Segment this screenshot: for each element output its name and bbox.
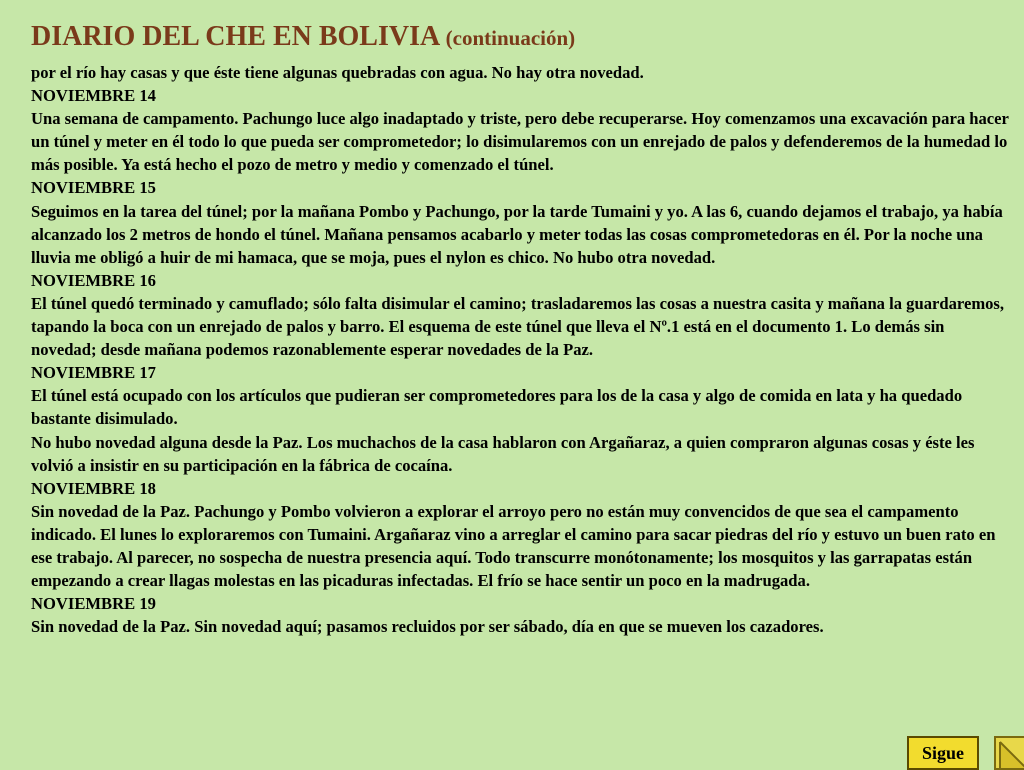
- paragraph: por el río hay casas y que éste tiene algunas quebradas con agua. No hay otra novedad.: [31, 63, 644, 82]
- paragraph: No hubo novedad alguna desde la Paz. Los muchachos de la casa hablaron con Argañaraz, a quien compraron algunas cosas y éste les volvió a insistir en su participación en la fábrica de cocaína.: [31, 432, 975, 475]
- entry-date: NOVIEMBRE 19: [31, 594, 156, 614]
- entry-date: NOVIEMBRE 18: [31, 478, 156, 498]
- paragraph: El túnel está ocupado con los artículos que pudieran ser comprometedores para los de la casa y algo de comida en lata y ha quedado bastante disimulado.: [31, 386, 963, 429]
- next-page-icon: [996, 738, 1024, 768]
- entry-date: NOVIEMBRE 17: [31, 363, 156, 383]
- paragraph: Sin novedad de la Paz. Pachungo y Pombo volvieron a explorar el arroyo pero no están muy convencidos de que sea el campamento indicado. El lunes lo exploraremos con Tumaini. Argañaraz vino a arreglar el camino para sacar piedras del río y estuvo un buen rato en ese trabajo. Al parecer, no sospecha de nuestra presencia aquí. Todo transcurre monótonamente; los mosquitos y las garrapatas están empezando a crear llagas molestas en las picaduras infectadas. El frío se hace sentir un poco en la madrugada.: [31, 501, 996, 591]
- title-text: DIARIO DEL CHE EN BOLIVIA: [31, 21, 439, 52]
- entry-date: NOVIEMBRE 14: [31, 86, 156, 106]
- paragraph: El túnel quedó terminado y camuflado; sólo falta disimular el camino; trasladaremos las cosas a nuestra casita y mañana la guardaremos, tapando la boca con un enrejado de palos y barro. El esquema de este túnel que lleva el Nº.1 está en el documento 1. Lo demás sin novedad; desde mañana podemos razonablemente esperar novedades de la Paz.: [31, 293, 1005, 360]
- page-title: [31, 20, 575, 55]
- diary-text: [31, 61, 1009, 638]
- next-slide-button[interactable]: [994, 736, 1024, 770]
- paragraph: Seguimos en la tarea del túnel; por la mañana Pombo y Pachungo, por la tarde Tumaini y yo. A las 6, cuando dejamos el trabajo, ya había alcanzado los 2 metros de hondo el túnel. Mañana pensamos acabarlo y meter todas las cosas comprometedoras en él. Por la noche una lluvia me obligó a huir de mi hamaca, que se moja, pues el nylon es chico. No hubo otra novedad.: [31, 201, 1003, 267]
- entry-date: NOVIEMBRE 16: [31, 270, 156, 290]
- paragraph: Una semana de campamento. Pachungo luce algo inadaptado y triste, pero debe recuperarse. Hoy comenzamos una excavación para hacer un túnel y meter en él todo lo que pueda ser comprometedor; lo disimularemos con un enrejado de palos y defenderemos de la humedad lo más posible. Ya está hecho el pozo de metro y medio y comenzado el túnel.: [31, 109, 1009, 175]
- paragraph: Sin novedad de la Paz. Sin novedad aquí; pasamos recluidos por ser sábado, día en que se mueven los cazadores.: [31, 617, 824, 637]
- entry-date: NOVIEMBRE 15: [31, 178, 156, 198]
- title-subtitle: (continuación): [445, 26, 576, 50]
- sigue-button[interactable]: Sigue: [907, 736, 979, 770]
